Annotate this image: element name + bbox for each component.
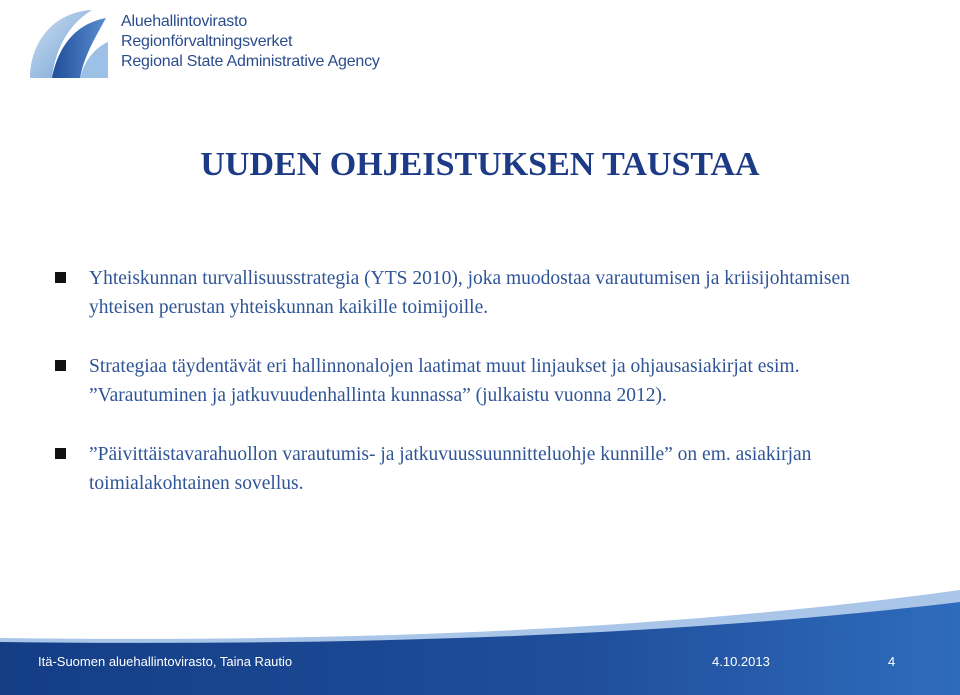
- bullet-text: ”Päivittäistavarahuollon varautumis- ja jatkuvuussuunnitteluohje kunnille” on em. asiakirjan toimialakohtainen sovellus.: [89, 444, 812, 494]
- footer-presenter: Itä-Suomen aluehallintovirasto, Taina Rautio: [38, 654, 293, 669]
- bullet-list: [55, 264, 915, 498]
- slide-title: UUDEN OHJEISTUKSEN TAUSTAA: [200, 146, 760, 183]
- org-name-english: Regional State Administrative Agency: [121, 53, 380, 70]
- bullet-text: Strategiaa täydentävät eri hallinnonalojen laatimat muut linjaukset ja ohjausasiakirjat esim. ”Varautuminen ja jatkuvuudenhallinta kunnassa” (julkaistu vuonna 2012).: [89, 356, 800, 406]
- square-bullet-icon: [55, 448, 66, 459]
- square-bullet-icon: [55, 272, 66, 283]
- footer-date: 4.10.2013: [712, 654, 770, 669]
- square-bullet-icon: [55, 360, 66, 371]
- org-name-swedish: Regionförvaltningsverket: [121, 33, 293, 50]
- org-name-finnish: Aluehallintovirasto: [121, 13, 248, 30]
- bullet-item: [55, 352, 915, 410]
- bullet-item: [55, 440, 915, 498]
- page-number: 4: [888, 654, 896, 669]
- footer-band: [0, 590, 960, 695]
- bullet-text: Yhteiskunnan turvallisuusstrategia (YTS 2010), joka muodostaa varautumisen ja kriisijohtamisen yhteisen perustan yhteiskunnan kaikille toimijoille.: [89, 268, 850, 318]
- agency-logo-icon: [22, 4, 108, 82]
- bullet-item: [55, 264, 915, 322]
